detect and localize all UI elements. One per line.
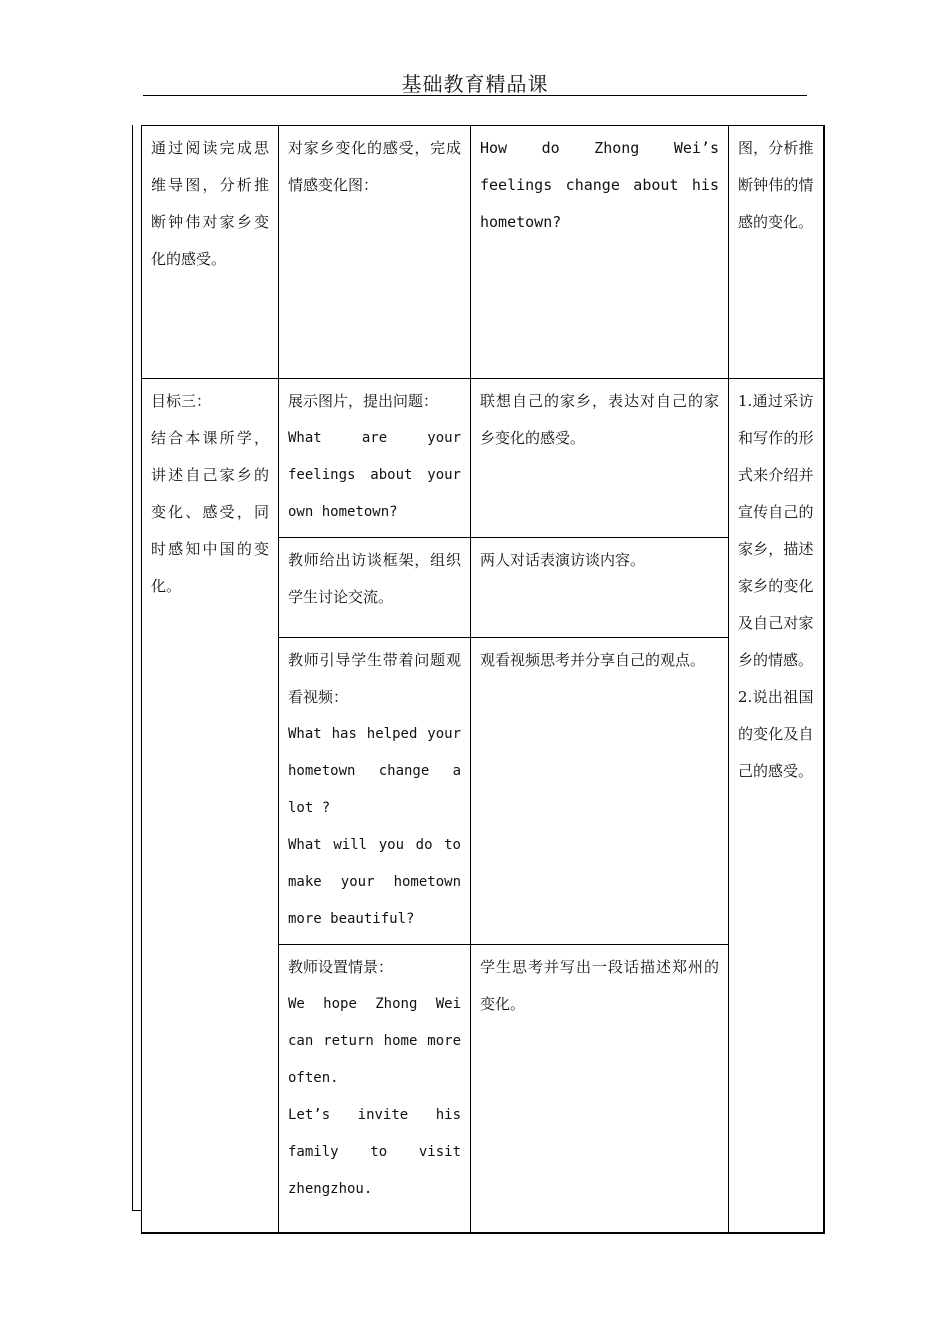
table-row [142,126,824,379]
teacher-question: What has helped your hometown change a lot ? [288,726,461,816]
teacher-activity-text: 教师引导学生带着问题观看视频： [288,651,461,706]
teacher-activity-cell [279,538,471,638]
teacher-activity-text: 对家乡变化的感受，完成情感变化图： [288,139,461,194]
teacher-scenario: We hope Zhong Wei can return home more often. [288,996,461,1086]
lesson-plan-table [141,125,825,1234]
teacher-activity-cell [279,126,471,379]
student-activity-text: 学生思考并写出一段话描述郑州的变化。 [480,958,719,1013]
design-intent-cell [729,126,824,379]
student-activity-cell [471,638,729,945]
student-activity-cell [471,538,729,638]
student-activity-cell [471,945,729,1233]
table-outer-border [132,125,133,1210]
page-header-title: 基础教育精品课 [401,72,549,96]
student-activity-text: 观看视频思考并分享自己的观点。 [480,651,706,669]
student-activity-text: 联想自己的家乡，表达对自己的家乡变化的感受。 [480,392,719,447]
teacher-activity-cell [279,945,471,1233]
student-activity-text: 两人对话表演访谈内容。 [480,551,646,569]
header-rule [143,95,807,96]
teacher-activity-cell [279,379,471,538]
teacher-scenario: Let’s invite his family to visit zhengzhou. [288,1107,461,1197]
goal-title: 目标三： [151,392,212,410]
teacher-question: What are your feelings about your own hometown? [288,430,461,520]
design-intent-item: 2.说出祖国的变化及自己的感受。 [738,688,814,780]
teacher-activity-text: 教师设置情景： [288,958,394,976]
teacher-activity-text: 展示图片，提出问题： [288,392,439,410]
goal-cell [142,379,279,1233]
goal-cell [142,126,279,379]
table-row [142,379,824,538]
student-activity-cell [471,126,729,379]
goal-text: 通过阅读完成思维导图，分析推断钟伟对家乡变化的感受。 [151,139,269,268]
design-intent-text: 图，分析推断钟伟的情感的变化。 [738,139,814,231]
teacher-activity-cell [279,638,471,945]
teacher-question: What will you do to make your hometown more beautiful? [288,837,461,927]
design-intent-item: 1.通过采访和写作的形式来介绍并宣传自己的家乡，描述家乡的变化及自己对家乡的情感。 [738,392,814,669]
goal-text: 结合本课所学，讲述自己家乡的变化、感受，同时感知中国的变化。 [151,429,269,595]
teacher-activity-text: 教师给出访谈框架，组织学生讨论交流。 [288,551,461,606]
student-activity-text: How do Zhong Wei’s feelings change about his hometown? [480,139,719,231]
student-activity-cell [471,379,729,538]
design-intent-cell [729,379,824,1233]
